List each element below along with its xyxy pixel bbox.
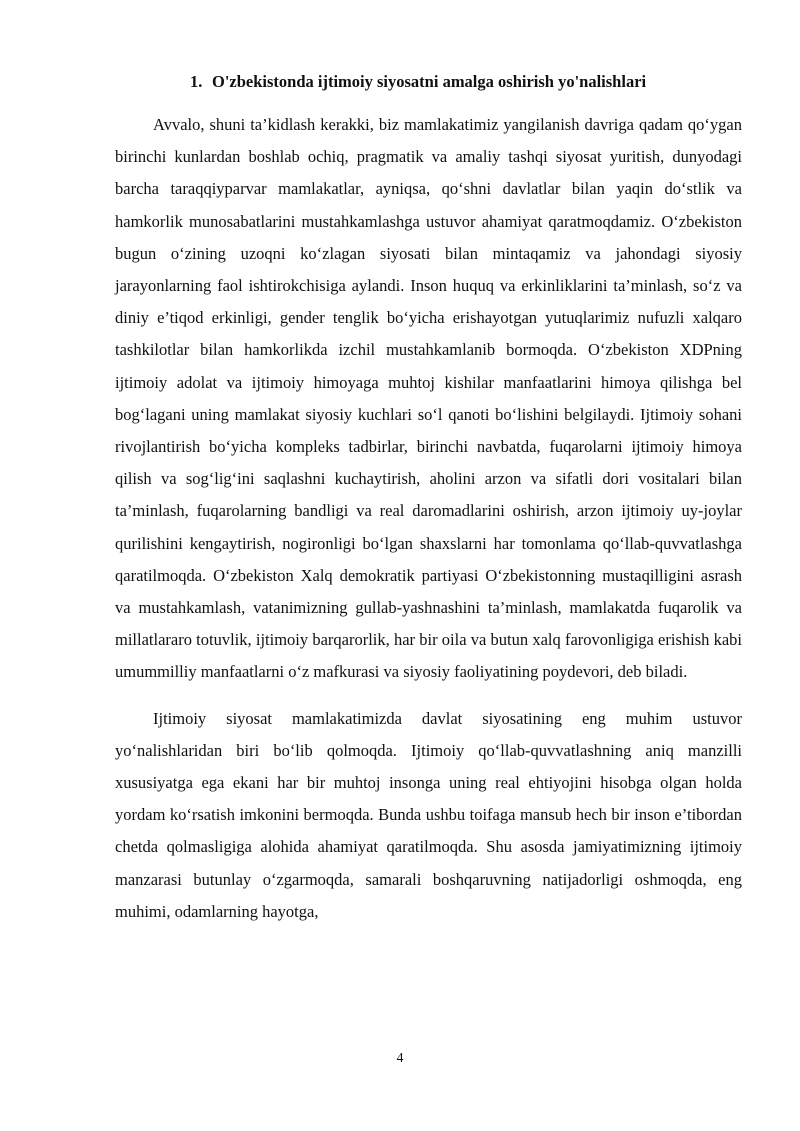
paragraph-1: Avvalo, shuni ta’kidlash kerakki, biz mamlakatimiz yangilanish davriga qadam qo‘ygan birinchi kunlardan boshlab ochiq, pragmatik va amaliy tashqi siyosat yuritish, dunyodagi barcha taraqqiyparvar mamlakatlar, ayniqsa, qo‘shni davlatlar bilan yaqin do‘stlik va hamkorlik munosabatlarini mustahkamlashga ustuvor ahamiyat qaratmoqdamiz. O‘zbekiston bugun o‘zining uzoqni ko‘zlagan siyosati bilan mintaqamiz va jahondagi siyosiy jarayonlarning faol ishtirokchisiga aylandi. Inson huquq va erkinliklarini ta’minlash, so‘z va diniy e’tiqod erkinligi, gender tenglik bo‘yicha erishayotgan yutuqlarimiz nufuzli xalqaro tashkilotlar bilan hamkorlikda izchil mustahkamlanib bormoqda. O‘zbekiston XDPning ijtimoiy adolat va ijtimoiy himoyaga muhtoj kishilar manfaatlarini himoya qilishga bel bog‘lagani uning mamlakat siyosiy kuchlari so‘l qanoti bo‘lishini belgilaydi. Ijtimoiy sohani rivojlantirish bo‘yicha kompleks tadbirlar, birinchi navbatda, fuqarolarni ijtimoiy himoya qilish va sog‘lig‘ini saqlashni kuchaytirish, aholini arzon va sifatli dori vositalari bilan ta’minlash, fuqarolarning bandligi va real daromadlarini oshirish, arzon ijtimoiy uy-joylar qurilishini kengaytirish, nogironligi bo‘lgan shaxslarni har tomonlama qo‘llab-quvvatlashga qaratilmoqda. O‘zbekiston Xalq demokratik partiyasi O‘zbekistonning mustaqilligini asrash va mustahkamlash, vatanimizning gullab-yashnashini ta’minlash, mamlakatda fuqarolik va millatlararo totuvlik, ijtimoiy barqarorlik, har bir oila va butun xalq farovonligiga erishish kabi umummilliy manfaatlarni o‘z mafkurasi va siyosiy faoliyatining poydevori, deb biladi. bbox=[115, 115, 742, 682]
page-number: 4 bbox=[396, 1051, 404, 1066]
document-page bbox=[115, 70, 742, 928]
section-heading bbox=[115, 70, 742, 94]
section-title: O'zbekistonda ijtimoiy siyosatni amalga oshirish yo'nalishlari bbox=[212, 72, 647, 91]
section-number: 1. bbox=[190, 72, 203, 91]
paragraph-2: Ijtimoiy siyosat mamlakatimizda davlat siyosatining eng muhim ustuvor yo‘nalishlaridan biri bo‘lib qolmoqda. Ijtimoiy qo‘llab-quvvatlashning aniq manzilli xususiyatga ega ekani har bir muhtoj insonga uning real ehtiyojini hisobga olgan holda yordam ko‘rsatish imkonini bermoqda. Bunda ushbu toifaga mansub hech bir inson e’tibordan chetda qolmasligiga alohida ahamiyat qaratilmoqda. Shu asosda jamiyatimizning ijtimoiy manzarasi butunlay o‘zgarmoqda, samarali boshqaruvning natijadorligi oshmoqda, eng muhimi, odamlarning hayotga, bbox=[115, 708, 742, 921]
